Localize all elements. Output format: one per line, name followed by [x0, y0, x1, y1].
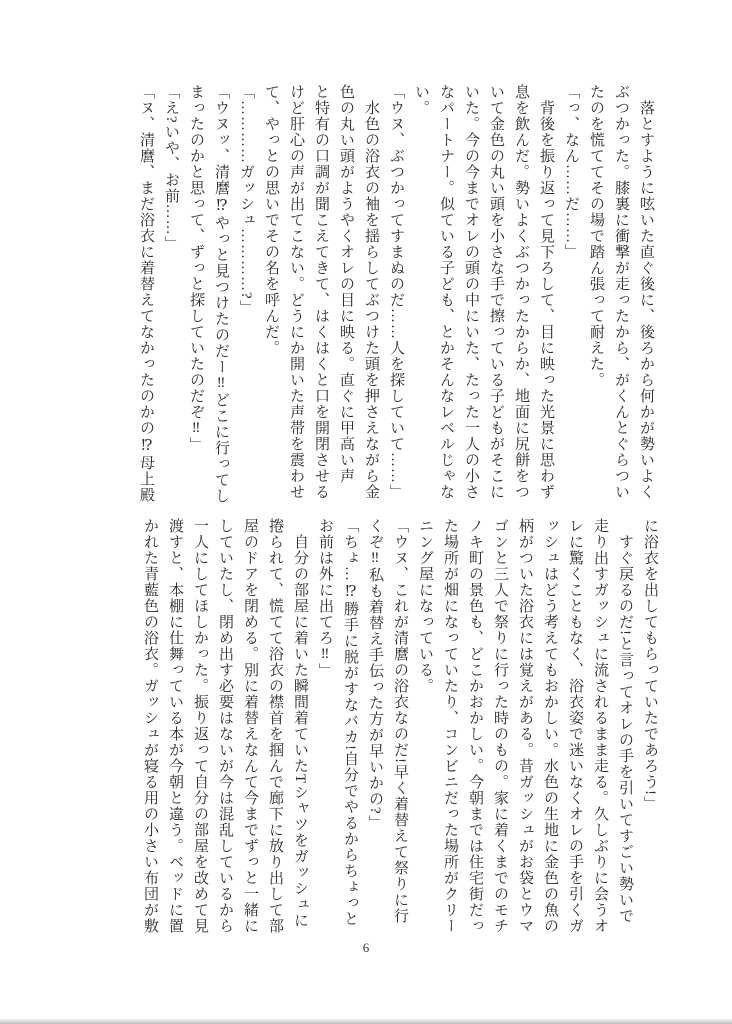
text-line: 「ウヌ、ぶつかってすまぬのだ……人を探していて……」: [388, 84, 404, 500]
text-line: 渡すと、本棚に仕舞っている本が今朝と違う。ベッドに置: [167, 518, 183, 934]
text-line: 「ウヌ、これが清麿の浴衣なのだ!早く着替えて祭りに行: [392, 518, 408, 924]
text-line: いた。今の今までオレの頭の中にいた、たった一人の小さ: [463, 84, 479, 500]
text-line: けど肝心の声が出てこない。どうにか開いた声帯を震わせ: [288, 84, 304, 500]
text-line: お前は外に出てろ‼」: [317, 518, 333, 679]
text-line: 「ヌ、清麿、まだ浴衣に着替えてなかったのかの⁉母上殿: [138, 84, 154, 503]
text-line: 柄がついた浴衣には覚えがある。昔ガッシュがお袋とウマ: [517, 518, 533, 934]
text-line: い。: [413, 84, 429, 116]
text-line: 「ちょ…⁉勝手に脱がすなバカ!自分でやるからちょっと: [342, 518, 358, 927]
text-line: 水色の浴衣の袖を揺らしてぶつけた頭を押さえながら金: [363, 84, 379, 500]
text-line: と特有の口調が聞こえてきて、はくはくと口を開閉させる: [313, 84, 329, 500]
text-line: すぐ戻るのだ!と言ってオレの手を引いてすごい勢いで: [617, 518, 633, 924]
text-line: していたし、閉め出す必要はないが今は混乱しているから: [217, 518, 233, 934]
text-line: なパートナー。似ている子ども、とかそんなレベルじゃな: [438, 84, 454, 500]
text-line: て、やっとの思いでその名を呼んだ。: [263, 84, 279, 356]
text-line: 「え?いや、お前……」: [163, 84, 179, 252]
text-block-top: [133, 84, 658, 506]
text-line: に浴衣を出してもらっていたであろう!」: [642, 518, 658, 812]
text-line: レに驚くこともなく、浴衣姿で迷いなくオレの手を引くガ: [567, 518, 583, 934]
text-line: 息を飲んだ。勢いよくぶつかったからか、地面に尻餅をつ: [513, 84, 529, 500]
text-line: 一人にしてほしかった。振り返って自分の部屋を改めて見: [192, 518, 208, 934]
text-line: 走り出すガッシュに流されるまま走る。久しぶりに会うオ: [592, 518, 608, 934]
text-line: た場所が畑になっていたり、コンビニだった場所がクリー: [442, 518, 458, 934]
text-line: 「っ、なん……だ……」: [563, 84, 579, 260]
text-line: 自分の部屋に着いた瞬間着ていたTシャツをガッシュに: [292, 518, 308, 929]
text-line: 落とすように呟いた直ぐ後に、後ろから何かが勢いよく: [638, 84, 654, 500]
text-line: かれた青藍色の浴衣。ガッシュが寝る用の小さい布団が敷: [142, 518, 158, 934]
text-line: 「…………ガッシュ…………?」: [238, 84, 254, 316]
text-line: ニング屋になっている。: [417, 518, 433, 694]
text-line: 捲られて、慌てて浴衣の襟首を掴んで廊下に放り出して部: [267, 518, 283, 934]
text-line: まったのかと思って、ずっと探していたのだぞ‼」: [188, 84, 204, 453]
text-line: ッシュはどう考えてもおかしい。水色の生地に金色の魚の: [542, 518, 558, 934]
text-line: 「ウヌッ、清麿⁉やっと見つけたのだー‼どこに行ってし: [213, 84, 229, 504]
text-line: たのを慌ててその場で踏ん張って耐えた。: [588, 84, 604, 388]
text-line: いて金色の丸い頭を小さな手で擦っている子どもがそこに: [488, 84, 504, 500]
text-line: 色の丸い頭がようやくオレの目に映る。直ぐに甲高い声: [338, 84, 354, 484]
text-line: ノキ町の景色も、どこかおかしい。今朝までは住宅街だっ: [467, 518, 483, 934]
text-line: ぶつかった。膝裏に衝撃が走ったから、がくんとぐらつい: [613, 84, 629, 500]
text-line: 背後を振り返って見下ろして、目に映った光景に思わず: [538, 84, 554, 500]
text-line: ゴンと三人で祭りに行った時のもの。家に着くまでのモチ: [492, 518, 508, 934]
page-bottom-edge: [0, 1018, 732, 1024]
text-block-bottom: [137, 518, 662, 948]
page-number: 6: [362, 940, 370, 955]
text-line: 屋のドアを閉める。別に着替えなんて今までずっと一緒に: [242, 518, 258, 934]
text-line: くぞ‼私も着替え手伝った方が早いかの?」: [367, 518, 383, 831]
